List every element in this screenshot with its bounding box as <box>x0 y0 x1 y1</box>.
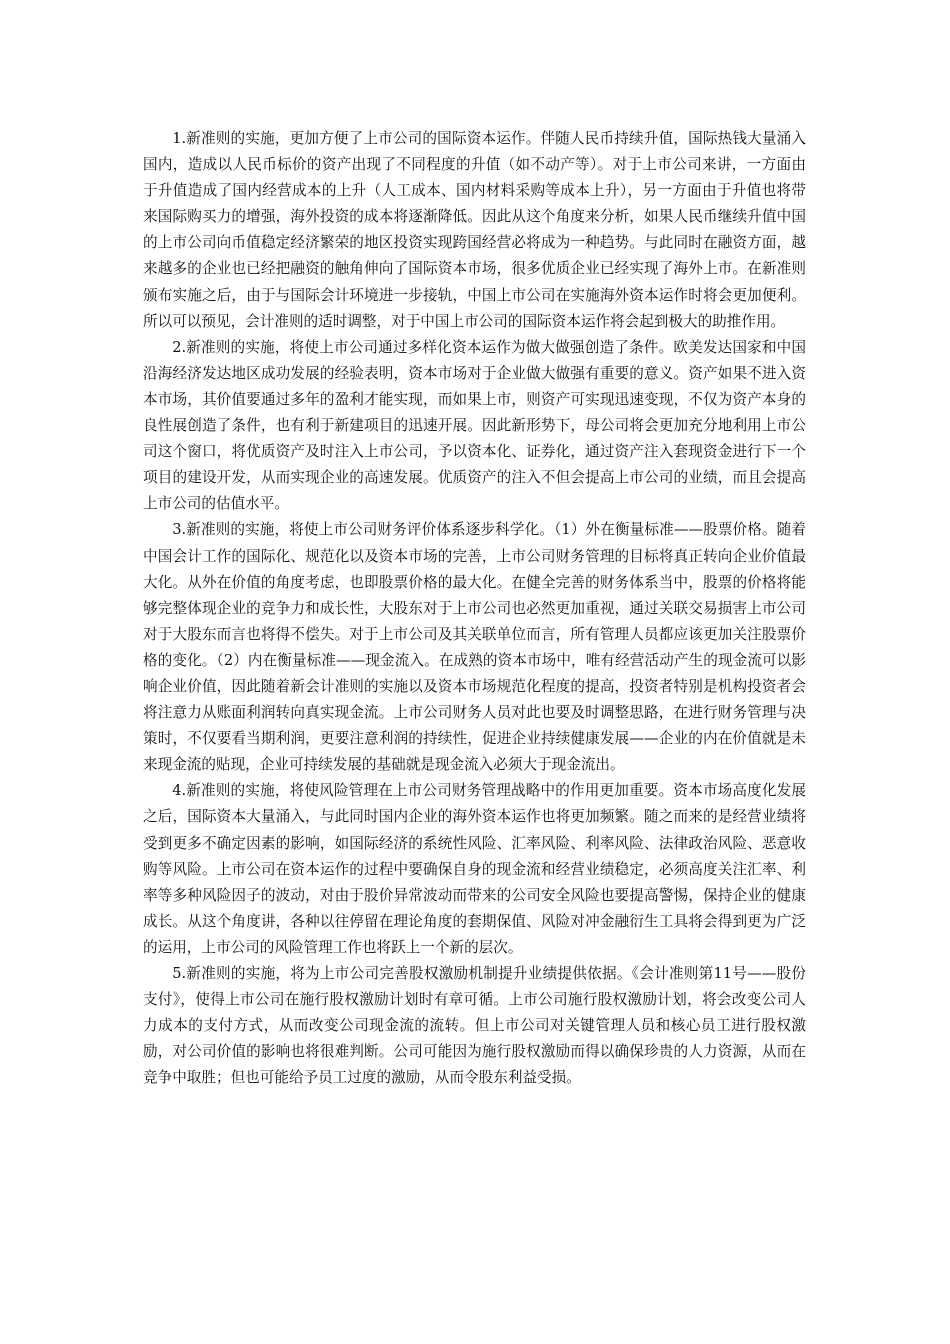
paragraph-3: 3.新准则的实施，将使上市公司财务评价体系逐步科学化。（1）外在衡量标准——股票价格。随着中国会计工作的国际化、规范化以及资本市场的完善，上市公司财务管理的目标将真正转向企业价值最大化。从外在价值的角度考虑，也即股票价格的最大化。在健全完善的财务体系当中，股票的价格将能够完整体现企业的竞争力和成长性，大股东对于上市公司也必然更加重视，通过关联交易损害上市公司对于大股东而言也将得不偿失。对于上市公司及其关联单位而言，所有管理人员都应该更加关注股票价格的变化。（2）内在衡量标准——现金流入。在成熟的资本市场中，唯有经营活动产生的现金流可以影响企业价值，因此随着新会计准则的实施以及资本市场规范化程度的提高，投资者特别是机构投资者会将注意力从账面利润转向真实现金流。上市公司财务人员对此也要及时调整思路，在进行财务管理与决策时，不仅要看当期利润，更要注意利润的持续性，促进企业持续健康发展——企业的内在价值就是未来现金流的贴现，企业可持续发展的基础就是现金流入必须大于现金流出。 <box>143 521 806 774</box>
paragraph-1: 1.新准则的实施，更加方便了上市公司的国际资本运作。伴随人民币持续升值，国际热钱大量涌入国内，造成以人民币标价的资产出现了不同程度的升值（如不动产等）。对于上市公司来讲，一方面由于升值造成了国内经营成本的上升（人工成本、国内材料采购等成本上升），另一方面由于升值也将带来国际购买力的增强，海外投资的成本将逐渐降低。因此从这个角度来分析，如果人民币继续升值中国的上市公司向币值稳定经济繁荣的地区投资实现跨国经营必将成为一种趋势。与此同时在融资方面，越来越多的企业也已经把融资的触角伸向了国际资本市场，很多优质企业已经实现了海外上市。在新准则颁布实施之后，由于与国际会计环境进一步接轨，中国上市公司在实施海外资本运作时将会更加便利。所以可以预见，会计准则的适时调整，对于中国上市公司的国际资本运作将会起到极大的助推作用。 <box>143 130 806 330</box>
document-body <box>143 126 806 1091</box>
paragraph-4: 4.新准则的实施，将使风险管理在上市公司财务管理战略中的作用更加重要。资本市场高度化发展之后，国际资本大量涌入，与此同时国内企业的海外资本运作也将更加频繁。随之而来的是经营业绩将受到更多不确定因素的影响，如国际经济的系统性风险、汇率风险、利率风险、法律政治风险、恶意收购等风险。上市公司在资本运作的过程中要确保自身的现金流和经营业绩稳定，必须高度关注汇率、利率等多种风险因子的波动，对由于股价异常波动而带来的公司安全风险也要提高警惕，保持企业的健康成长。从这个角度讲，各种以往停留在理论角度的套期保值、风险对冲金融衍生工具将会得到更为广泛的运用，上市公司的风险管理工作也将跃上一个新的层次。 <box>143 782 806 956</box>
paragraph-5: 5.新准则的实施，将为上市公司完善股权激励机制提升业绩提供依据。《会计准则第11号——股份支付》，使得上市公司在施行股权激励计划时有章可循。上市公司施行股权激励计划，将会改变公司人力成本的支付方式，从而改变公司现金流的流转。但上市公司对关键管理人员和核心员工进行股权激励，对公司价值的影响也将很难判断。公司可能因为施行股权激励而得以确保珍贵的人力资源，从而在竞争中取胜；但也可能给予员工过度的激励，从而令股东利益受损。 <box>143 965 806 1087</box>
paragraph-2: 2.新准则的实施，将使上市公司通过多样化资本运作为做大做强创造了条件。欧美发达国家和中国沿海经济发达地区成功发展的经验表明，资本市场对于企业做大做强有重要的意义。资产如果不进入资本市场，其价值要通过多年的盈利才能实现，而如果上市，则资产可实现迅速变现，不仅为资产本身的良性展创造了条件，也有利于新建项目的迅速开展。因此新形势下，母公司将会更加充分地利用上市公司这个窗口，将优质资产及时注入上市公司，予以资本化、证券化，通过资产注入套现资金进行下一个项目的建设开发，从而实现企业的高速发展。优质资产的注入不但会提高上市公司的业绩，而且会提高上市公司的估值水平。 <box>143 338 806 513</box>
